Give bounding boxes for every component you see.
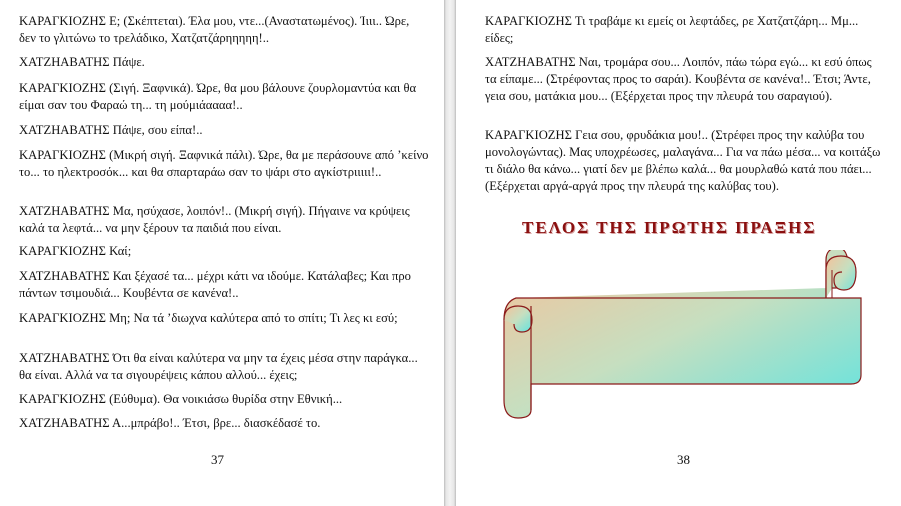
dialogue-paragraph: ΚΑΡΑΓΚΙΟΖΗΣ Ε; (Σκέπτεται). Έλα μου, ντε...(Αναστατωμένος). Ίιιι.. Ώρε, δεν το γλιτώνω το τρελάδικο, Χατζατζάρηηηηη!.. xyxy=(19,14,410,45)
page-number: 37 xyxy=(211,452,224,467)
dialogue-paragraph: ΚΑΡΑΓΚΙΟΖΗΣ (Εύθυμα). Θα νοικιάσω θυρίδα στην Εθνική... xyxy=(19,392,343,406)
dialogue-paragraph: ΚΑΡΑΓΚΙΟΖΗΣ (Σιγή. Ξαφνικά). Ώρε, θα μου βάλουνε ζουρλομαντύα και θα είμαι σαν του Φαραώ τη... τη μούμιάαααα!.. xyxy=(19,81,417,112)
dialogue-paragraph: ΚΑΡΑΓΚΙΟΖΗΣ Γεια σου, φρυδάκια μου!.. (Στρέφει προς την καλύβα του μονολογώντας). Μας υποχρέωσες, μαλαγάνα... Για να πάω μέσα... να κοιτάξω τι διάλο θα κάνω... γιατί δεν με βλέπω καλά... θα μουρλαθώ κατά που πάει... (Εξέρχεται αργά-αργά προς την πλευρά της καλύβας του). xyxy=(485,128,881,193)
dialogue-paragraph: ΚΑΡΑΓΚΙΟΖΗΣ (Μικρή σιγή. Ξαφνικά πάλι). Ώρε, θα με περάσουνε από ’κείνο το... το ηλεκτροσόκ... και θα σπαρταράω σαν το ψάρι στο αγκίστριιιιι!.. xyxy=(19,148,429,179)
dialogue-paragraph: ΧΑΤΖΗΑΒΑΤΗΣ Α...μπράβο!.. Έτσι, βρε... διασκέδασέ το. xyxy=(19,416,321,430)
dialogue-paragraph: ΧΑΤΖΗΑΒΑΤΗΣ Πάψε, σου είπα!.. xyxy=(19,123,203,137)
page-gutter xyxy=(444,0,456,506)
dialogue-paragraph: ΧΑΤΖΗΑΒΑΤΗΣ Ότι θα είναι καλύτερα να μην τα έχεις μέσα στην παράγκα... θα είναι. Αλλά να τα σιγουρέψεις κάπου αλλού... έχεις; xyxy=(19,351,418,382)
page-number: 38 xyxy=(677,452,690,467)
dialogue-paragraph: ΧΑΤΖΗΑΒΑΤΗΣ Πάψε. xyxy=(19,55,145,69)
dialogue-paragraph: ΚΑΡΑΓΚΙΟΖΗΣ Μη; Να τά ’διωχνα καλύτερα από το σπίτι; Τι λες κι εσύ; xyxy=(19,311,398,325)
dialogue-paragraph: ΧΑΤΖΗΑΒΑΤΗΣ Ναι, τρομάρα σου... Λοιπόν, πάω τώρα εγώ... κι εσύ όπως τα είπαμε... (Στρέφοντας προς το σαράι). Κουβέντα σε κανένα!.. Έτσι; Άντε, γεια σου, ματάκια μου... (Εξέρχεται προς την πλευρά του σαραγιού). xyxy=(485,55,872,103)
left-page xyxy=(0,0,444,506)
dialogue-paragraph: ΚΑΡΑΓΚΙΟΖΗΣ Καί; xyxy=(19,244,132,258)
scroll-banner-icon xyxy=(496,250,866,420)
dialogue-paragraph: ΧΑΤΖΗΑΒΑΤΗΣ Και ξέχασέ τα... μέχρι κάτι να ιδούμε. Κατάλαβες; Και προ πάντων τσιμουδιά... Κουβέντα σε κανένα!.. xyxy=(19,269,411,300)
dialogue-paragraph: ΚΑΡΑΓΚΙΟΖΗΣ Τι τραβάμε κι εμείς οι λεφτάδες, ρε Χατζατζάρη... Μμ... είδες; xyxy=(485,14,859,45)
right-page xyxy=(456,0,901,506)
dialogue-paragraph: ΧΑΤΖΗΑΒΑΤΗΣ Μα, ησύχασε, λοιπόν!.. (Μικρή σιγή). Πήγαινε να κρύψεις καλά τα λεφτά... να μην ξέρουν τα παιδιά που είναι. xyxy=(19,204,410,235)
act-ending-title: ΤΕΛΟΣ ΤΗΣ ΠΡΩΤΗΣ ΠΡΑΞΗΣ xyxy=(522,218,817,237)
